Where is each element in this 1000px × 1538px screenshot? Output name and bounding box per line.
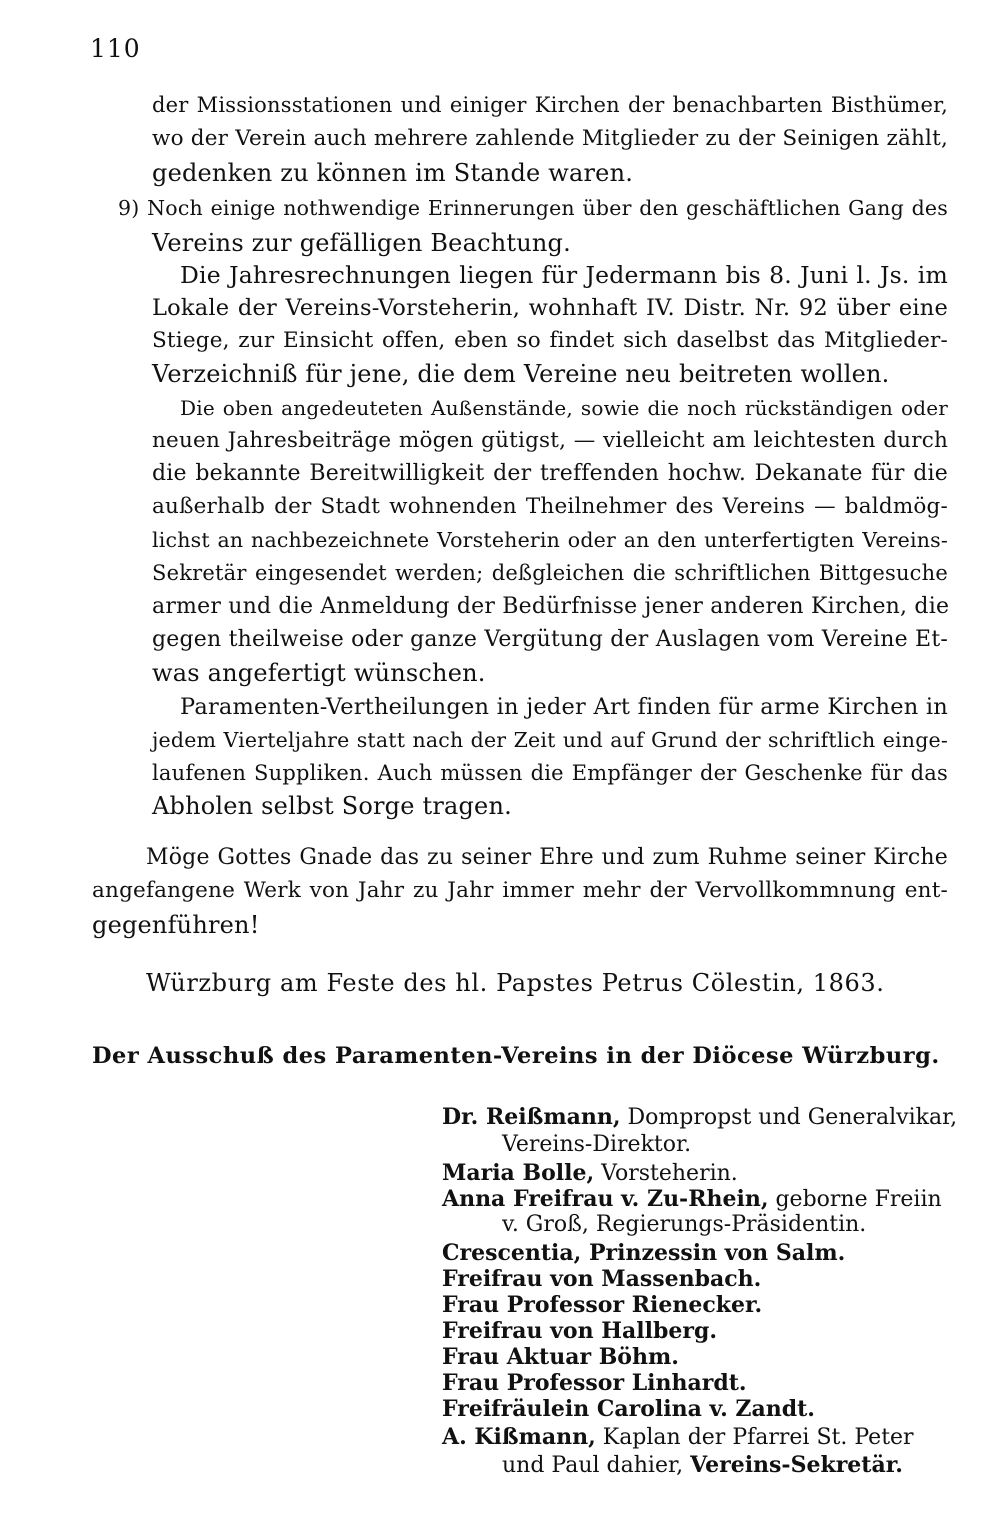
body-line: Paramenten-Vertheilungen in jeder Art finden für arme Kirchen in bbox=[180, 694, 948, 720]
signatory-1-role: Vereins-Direktor. bbox=[502, 1132, 692, 1157]
body-line: 9) Noch einige nothwendige Erinnerungen über den geschäftlichen Gang des bbox=[118, 196, 948, 220]
signatory-name: Dr. Reißmann, bbox=[442, 1104, 621, 1130]
place-date-line: Würzburg am Feste des hl. Papstes Petrus Cölestin, 1863. bbox=[146, 969, 885, 997]
body-line: Die Jahresrechnungen liegen für Jedermann bis 8. Juni l. Js. im bbox=[180, 261, 948, 289]
body-line: gedenken zu können im Stande waren. bbox=[152, 159, 634, 187]
body-line: was angefertigt wünschen. bbox=[152, 659, 486, 687]
body-line: die bekannte Bereitwilligkeit der treffenden hochw. Dekanate für die bbox=[152, 461, 948, 486]
page-number: 110 bbox=[90, 34, 141, 63]
body-line: Abholen selbst Sorge tragen. bbox=[152, 792, 512, 820]
body-line: Sekretär eingesendet werden; deßgleichen die schriftlichen Bittgesuche bbox=[152, 561, 948, 585]
signatory-title: geborne Freiin bbox=[768, 1187, 942, 1212]
signatory-11-role bbox=[502, 1452, 903, 1479]
signatory-8: Frau Aktuar Böhm. bbox=[442, 1344, 679, 1370]
signatory-5: Freifrau von Massenbach. bbox=[442, 1266, 762, 1292]
signatory-11 bbox=[442, 1424, 914, 1451]
signatory-3 bbox=[442, 1186, 942, 1213]
signatory-title: Dompropst und Generalvikar, bbox=[620, 1105, 958, 1130]
body-line: außerhalb der Stadt wohnenden Theilnehmer des Vereins — baldmög- bbox=[152, 494, 948, 519]
signatory-title: und Paul dahier, bbox=[502, 1453, 691, 1478]
committee-heading: Der Ausschuß des Paramenten-Vereins in der Diöcese Würzburg. bbox=[92, 1043, 940, 1069]
body-line: der Missionsstationen und einiger Kirchen der benachbarten Bisthümer, bbox=[152, 93, 948, 117]
signatory-3-role: v. Groß, Regierungs-Präsidentin. bbox=[502, 1212, 867, 1237]
signatory-name: A. Kißmann, bbox=[442, 1424, 596, 1450]
signatory-10: Freifräulein Carolina v. Zandt. bbox=[442, 1396, 815, 1422]
signatory-9: Frau Professor Linhardt. bbox=[442, 1370, 747, 1396]
body-line: laufenen Suppliken. Auch müssen die Empfänger der Geschenke für das bbox=[152, 761, 948, 785]
body-line: Lokale der Vereins-Vorsteherin, wohnhaft IV. Distr. Nr. 92 über eine bbox=[152, 295, 948, 321]
body-line: Möge Gottes Gnade das zu seiner Ehre und zum Ruhme seiner Kirche bbox=[146, 845, 948, 870]
signatory-4: Crescentia, Prinzessin von Salm. bbox=[442, 1240, 846, 1266]
body-line: lichst an nachbezeichnete Vorsteherin oder an den unterfertigten Vereins- bbox=[152, 528, 948, 552]
body-line: gegen theilweise oder ganze Vergütung der Auslagen vom Vereine Et- bbox=[152, 627, 948, 652]
body-line: Verzeichniß für jene, die dem Vereine neu beitreten wollen. bbox=[152, 360, 890, 388]
body-line: angefangene Werk von Jahr zu Jahr immer mehr der Vervollkommnung ent- bbox=[92, 878, 948, 903]
signatory-title: Vorsteherin. bbox=[594, 1161, 738, 1186]
body-line: neuen Jahresbeiträge mögen gütigst, — vielleicht am leichtesten durch bbox=[152, 428, 948, 453]
signatory-title: Kaplan der Pfarrei St. Peter bbox=[595, 1425, 914, 1450]
signatory-role: Vereins-Sekretär. bbox=[690, 1452, 903, 1478]
signatory-6: Frau Professor Rienecker. bbox=[442, 1292, 763, 1318]
signatory-7: Freifrau von Hallberg. bbox=[442, 1318, 718, 1344]
body-line: wo der Verein auch mehrere zahlende Mitglieder zu der Seinigen zählt, bbox=[152, 126, 948, 151]
body-line: Stiege, zur Einsicht offen, eben so findet sich daselbst das Mitglieder- bbox=[152, 328, 948, 353]
body-line: gegenführen! bbox=[92, 911, 260, 939]
body-line: jedem Vierteljahre statt nach der Zeit und auf Grund der schriftlich einge- bbox=[152, 728, 948, 752]
signatory-1 bbox=[442, 1104, 957, 1131]
body-line: Die oben angedeuteten Außenstände, sowie die noch rückständigen oder bbox=[180, 396, 948, 420]
signatory-2 bbox=[442, 1160, 738, 1187]
body-line: Vereins zur gefälligen Beachtung. bbox=[152, 229, 571, 257]
signatory-name: Maria Bolle, bbox=[442, 1160, 595, 1186]
body-line: armer und die Anmeldung der Bedürfnisse jener anderen Kirchen, die bbox=[152, 594, 950, 619]
signatory-name: Anna Freifrau v. Zu-Rhein, bbox=[442, 1186, 769, 1212]
